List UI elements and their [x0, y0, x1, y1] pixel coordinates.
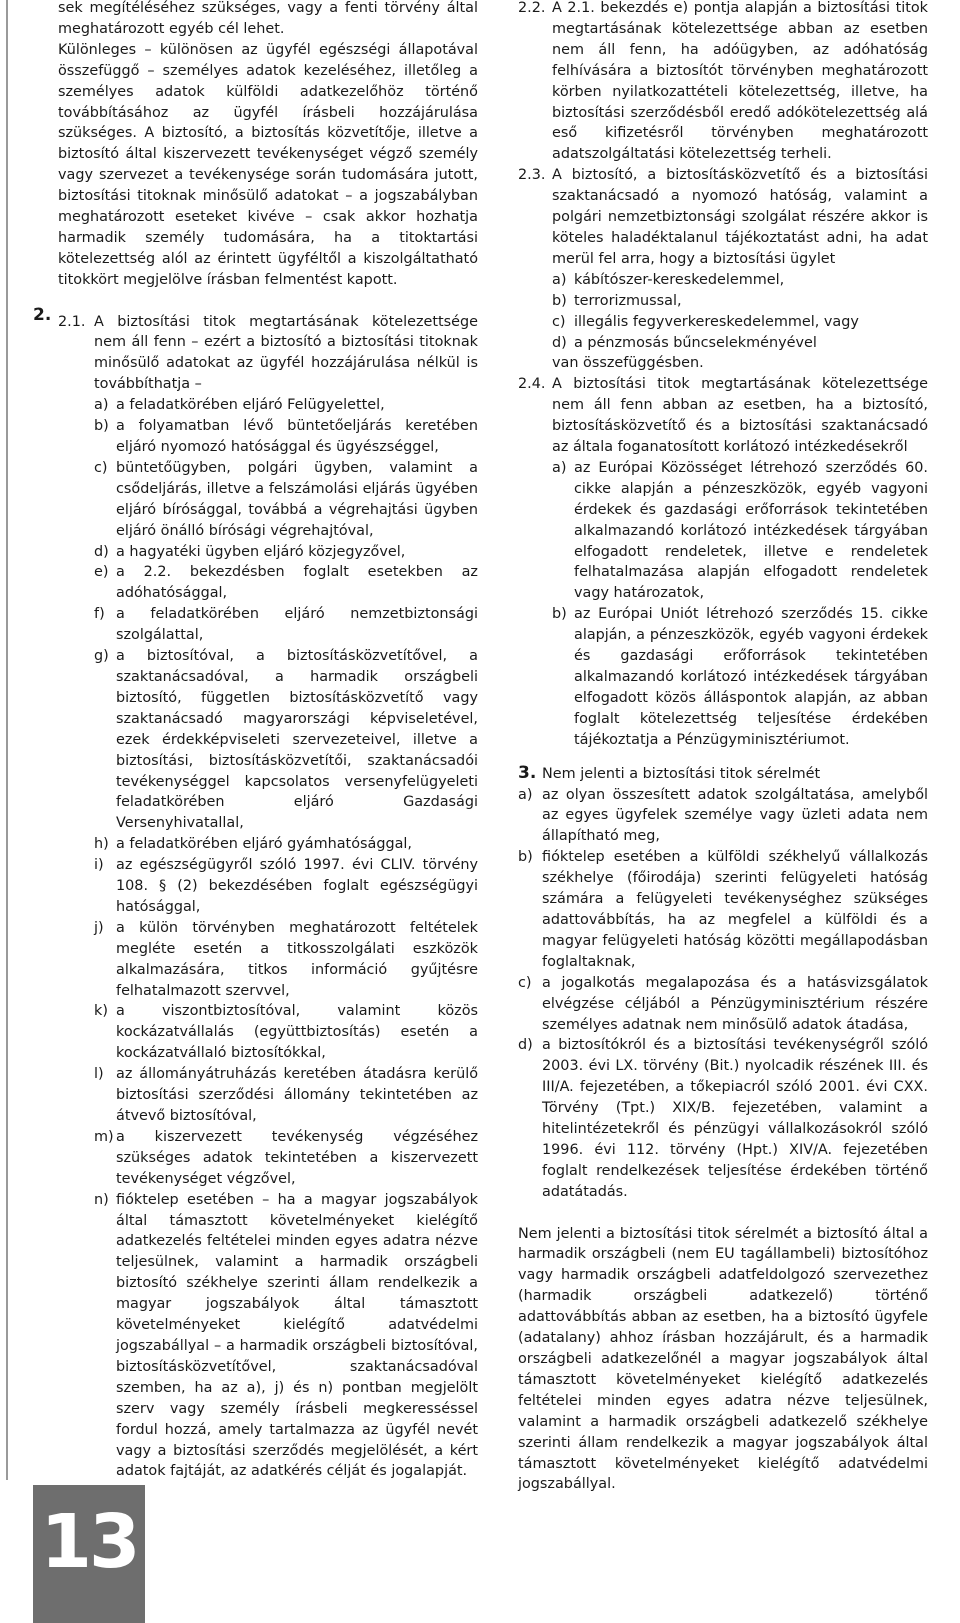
item-2-1 — [58, 312, 478, 1483]
subitem-label: c) — [94, 459, 108, 476]
subitem-label: c) — [518, 974, 532, 991]
subitem-label: d) — [552, 334, 567, 351]
subitem-b — [552, 604, 928, 750]
subitem-label: k) — [94, 1003, 108, 1020]
subitem-label: d) — [94, 543, 109, 560]
subitem-label: a) — [552, 459, 567, 476]
subitem-text: a viszontbiztosítóval, valamint közös kockázatvállalás (együttbiztosítás) esetén a kockázatvállaló biztosítókkal, — [116, 1003, 478, 1062]
subitem-d — [552, 333, 928, 354]
subitem-g — [94, 646, 478, 834]
item-text: A 2.1. bekezdés e) pontja alapján a biztosítási titok megtartásának kötelezettsége abban az esetben nem áll fenn, ha adóügyben, az adóhatóság felhívására a biztosítót törvényben meghatározott körben nyilatkozattételi kötelezettség, illetve, ha biztosítási szerződésből eredő adókötelezettség alá eső kifizetésről törvényben meghatározott adatszolgáltatási kötelezettség terheli. — [552, 0, 928, 163]
item-2-2 — [518, 0, 928, 165]
subitem-label: n) — [94, 1191, 109, 1208]
subitem-a — [94, 395, 478, 416]
subitem-label: a) — [94, 397, 109, 414]
spacer — [58, 291, 478, 312]
subitem-label: b) — [552, 606, 567, 623]
subitem-e — [94, 562, 478, 604]
subitem-label: h) — [94, 836, 109, 853]
subitem-text: fióktelep esetében – ha a magyar jogszabályok által támasztott követelményeket kielégítő adatkezelés feltételei minden egyes adatra nézve teljesülnek, valamint a harmadik országbeli biztosító székhelye szerinti állam rendelkezik a magyar jogszabályok által támasztott követelményeket kielégítő adatvédelmi jogszabállyal – a harmadik országbeli biztosítóval, biztosításközvetítővel, szaktanácsadóval szemben, ha az a), j) és n) pontban megjelölt szerv vagy személy írásbeli megkeresséssel fordul hozzá, amely tartalmazza az ügyfél nevét vagy a biztosítási szerződés megjelölését, a kért adatok fajtáját, az adatkérés célját és jogalapját. — [116, 1191, 478, 1480]
page-number-block — [33, 1485, 145, 1623]
subitem-text: az Európai Közösséget létrehozó szerződés 60. cikke alapján a pénzeszközök, egyéb vagyoni érdekek és gazdasági erőforrások tekintetében alkalmazandó korlátozó intézkedések tárgyában elfogadott rendeletek, illetve e rendeletek felhatalmazása alapján elfogadott rendeletek vagy határozatok, — [574, 459, 928, 602]
subitem-text: a biztosítóval, a biztosításközvetítővel, a szaktanácsadóval, a harmadik országbeli biztosító, független biztosításközvetítő vagy szaktanácsadó magyarországi képviseletével, ezek érdekképviseleti szervezeteivel, illetve a biztosítási, biztosításközvetítői, szaktanácsadói tevékenységgel kapcsolatos versenyfelügyeleti feladatkörében eljáró Gazdasági Versenyhivatallal, — [116, 648, 478, 832]
subitem-label: j) — [94, 919, 104, 936]
subitem-text: a pénzmosás bűncselekményével — [574, 334, 817, 351]
subitem-a — [552, 458, 928, 604]
item-number: 2.3. — [518, 167, 546, 184]
subitem-c — [94, 458, 478, 542]
item-2-4 — [518, 374, 928, 750]
item-body — [94, 312, 478, 1483]
subitem-text: az Európai Uniót létrehozó szerződés 15. cikke alapján, a pénzeszközök, egyéb vagyoni érdekek és gazdasági erőforrások tekintetében alkalmazandó korlátozó intézkedések tárgyában elfogadott közös álláspontok alapján, az abban foglalt kötelezettség teljesítése érdekében tájékoztatja a Pénzügyminisztériumot. — [574, 606, 928, 748]
item-tail: van összefüggésben. — [552, 355, 704, 372]
subitem-label: b) — [518, 849, 533, 866]
subitem-text: a feladatkörében eljáró nemzetbiztonsági szolgálattal, — [116, 606, 478, 644]
subitem-b — [94, 416, 478, 458]
paragraph-intro-continuation: sek megítéléséhez szükséges, vagy a fenti törvény által meghatározott egyéb cél lehet. — [58, 0, 478, 37]
subitem-label: g) — [94, 648, 109, 665]
subitem-text: a külön törvényben meghatározott feltételek megléte esetén a titkosszolgálati eszközök alkalmazására, titkos információ gyűjtésre felhatalmazott szervvel, — [116, 919, 478, 999]
subitem-label: m) — [94, 1128, 114, 1145]
subitem-a — [552, 270, 928, 291]
item-text: A biztosító, a biztosításközvetítő és a biztosítási szaktanácsadó a nyomozó hatóság, valamint a polgári nemzetbiztonsági szolgálat részére akkor is köteles haladéktalanul tájékoztatást adni, ha adat merül fel arra, hogy a biztosítási ügylet — [552, 167, 928, 267]
subitem-text: az olyan összesített adatok szolgáltatása, amelyből az egyes ügyfelek személye vagy üzleti adata nem állapítható meg, — [542, 786, 928, 845]
paragraph-special-data: Különleges – különösen az ügyfél egészségi állapotával összefüggő – személyes adatok kezeléséhez, illetőleg a személyes adatok külföldi adatkezelőhöz történő továbbításához az ügyfél írásbeli hozzájárulása szükséges. A biztosító, a biztosítás közvetítője, illetve a biztosító által kiszervezett tevékenységet végző személy vagy szervezet a tevékenysége során tudomására jutott, biztosítási titoknak minősülő adatokat – a jogszabályban meghatározott eseteket kivéve – csak akkor hozhatja harmadik személy tudomására, ha a titoktartási kötelezettség alól az érintett ügyféltől a kiszolgáltatható titokkört megjelölve írásban felmentést kapott. — [58, 41, 478, 288]
right-column — [518, 0, 928, 1495]
subitem-d — [94, 542, 478, 563]
subitem-l — [94, 1064, 478, 1127]
item-body — [552, 374, 928, 750]
item-text: A biztosítási titok megtartásának kötelezettsége nem áll fenn – ezért a biztosító a biztosítási titoknak minősülő adatokat az ügyfél hozzájárulása nélkül is továbbíthatja – — [94, 313, 478, 393]
item-number: 2.1. — [58, 313, 86, 330]
subitem-text: a feladatkörében eljáró gyámhatósággal, — [116, 836, 412, 853]
section-3-subitem-c — [518, 973, 928, 1036]
margin-rule — [6, 0, 8, 1480]
section-3-heading — [518, 763, 928, 785]
subitem-label: c) — [552, 313, 566, 330]
subitem-label: l) — [94, 1066, 104, 1083]
section-3-subitem-b — [518, 847, 928, 972]
subitem-label: a) — [552, 271, 567, 288]
closing-paragraph: Nem jelenti a biztosítási titok sérelmét a biztosító által a harmadik országbeli (nem EU tagállambeli) biztosítóhoz vagy harmadik országbeli adatfeldolgozó szervezethez (harmadik országbeli adatkezelő) történő adattovábbítás abban az esetben, ha a biztosító ügyfele (adatalany) ahhoz írásban hozzájárult, és a harmadik országbeli adatkezelőnél a magyar jogszabályok által támasztott követelményeket kielégítő adatkezelés feltételei minden egyes adatra nézve teljesülnek, valamint a harmadik országbeli adatkezelő székhelye szerinti állam rendelkezik a magyar jogszabályok által támasztott követelményeket kielégítő adatvédelmi jogszabállyal. — [518, 1225, 928, 1493]
subitem-f — [94, 604, 478, 646]
subitem-k — [94, 1001, 478, 1064]
subitem-text: a biztosítókról és a biztosítási tevékenységről szóló 2003. évi LX. törvény (Bit.) nyolcadik részének III. és III/A. fejezetében, a tőkepiacról szóló 2001. évi CXX. Törvény (Tpt.) XIX/B. fejezetében, valamint a hitelintézetekről és pénzügyi vállalkozásokról szóló 1996. évi 112. törvény (Hpt.) XIV/A. fejezetében foglalt rendelkezések teljesítése érdekében történő adatátadás. — [542, 1037, 928, 1200]
subitem-text: a folyamatban lévő büntetőeljárás keretében eljáró nyomozó hatósággal és ügyészséggel, — [116, 418, 478, 456]
spacer — [518, 1203, 928, 1224]
subitem-n — [94, 1190, 478, 1483]
subitem-text: az egészségügyről szóló 1997. évi CLIV. törvény 108. § (2) bekezdésében foglalt egészségügyi hatósággal, — [116, 857, 478, 915]
subitem-text: terrorizmussal, — [574, 292, 682, 309]
subitem-label: b) — [552, 292, 567, 309]
subitem-label: d) — [518, 1037, 533, 1054]
section-3-text: Nem jelenti a biztosítási titok sérelmét — [542, 765, 821, 782]
item-2-3 — [518, 165, 928, 374]
item-body — [552, 165, 928, 374]
section-3-number: 3. — [518, 762, 537, 783]
subitem-m — [94, 1127, 478, 1190]
subitem-label: i) — [94, 857, 104, 874]
subitem-label: e) — [94, 564, 109, 581]
item-number: 2.4. — [518, 376, 546, 393]
page-number: 13 — [40, 1499, 138, 1585]
subitem-label: f) — [94, 606, 105, 623]
item-text: A biztosítási titok megtartásának kötelezettsége nem áll fenn abban az esetben, ha a biztosító, biztosításközvetítő és a biztosítási szaktanácsadó az általa foganatosított korlátozó intézkedésekről — [552, 376, 928, 456]
subitem-text: kábítószer-kereskedelemmel, — [574, 271, 785, 288]
left-column — [58, 0, 478, 1482]
subitem-text: illegális fegyverkereskedelemmel, vagy — [574, 313, 859, 330]
subitem-text: a hagyatéki ügyben eljáró közjegyzővel, — [116, 543, 406, 560]
section-3-subitem-a — [518, 785, 928, 848]
subitem-text: a feladatkörében eljáró Felügyelettel, — [116, 397, 385, 414]
subitem-j — [94, 918, 478, 1002]
subitem-label: a) — [518, 786, 533, 803]
subitem-text: az állományátruházás keretében átadásra kerülő biztosítási szerződési állomány tekintetében az átvevő biztosítóval, — [116, 1066, 478, 1125]
subitem-text: a kiszervezett tevékenység végzéséhez szükséges adatok tekintetében a kiszervezett tevékenységet végzővel, — [116, 1128, 478, 1187]
subitem-label: b) — [94, 418, 109, 435]
subitem-i — [94, 855, 478, 918]
subitem-text: a 2.2. bekezdésben foglalt esetekben az adóhatósággal, — [116, 564, 478, 602]
subitem-text: fióktelep esetében a külföldi székhelyű vállalkozás székhelye (főirodája) szerinti felügyeleti hatóság számára a felügyeleti tevékenységhez szükséges adattovábbítás, ha az megfelel a külföldi és a magyar felügyeleti hatóság közötti megállapodásban foglaltaknak, — [542, 849, 928, 970]
subitem-b — [552, 291, 928, 312]
subitem-text: büntetőügyben, polgári ügyben, valamint a csődeljárás, illetve a felszámolási eljárás ügyében eljáró bírósággal, továbbá a végrehajtási ügyben eljáró önálló bírósági végrehajtóval, — [116, 459, 478, 539]
subitem-c — [552, 312, 928, 333]
section-3-subitem-d — [518, 1035, 928, 1202]
item-number: 2.2. — [518, 0, 546, 16]
subitem-h — [94, 834, 478, 855]
section-2-number: 2. — [33, 305, 52, 325]
subitem-text: a jogalkotás megalapozása és a hatásvizsgálatok elvégzése céljából a Pénzügyminisztérium részére személyes adatnak nem minősülő adatok átadása, — [542, 974, 928, 1033]
